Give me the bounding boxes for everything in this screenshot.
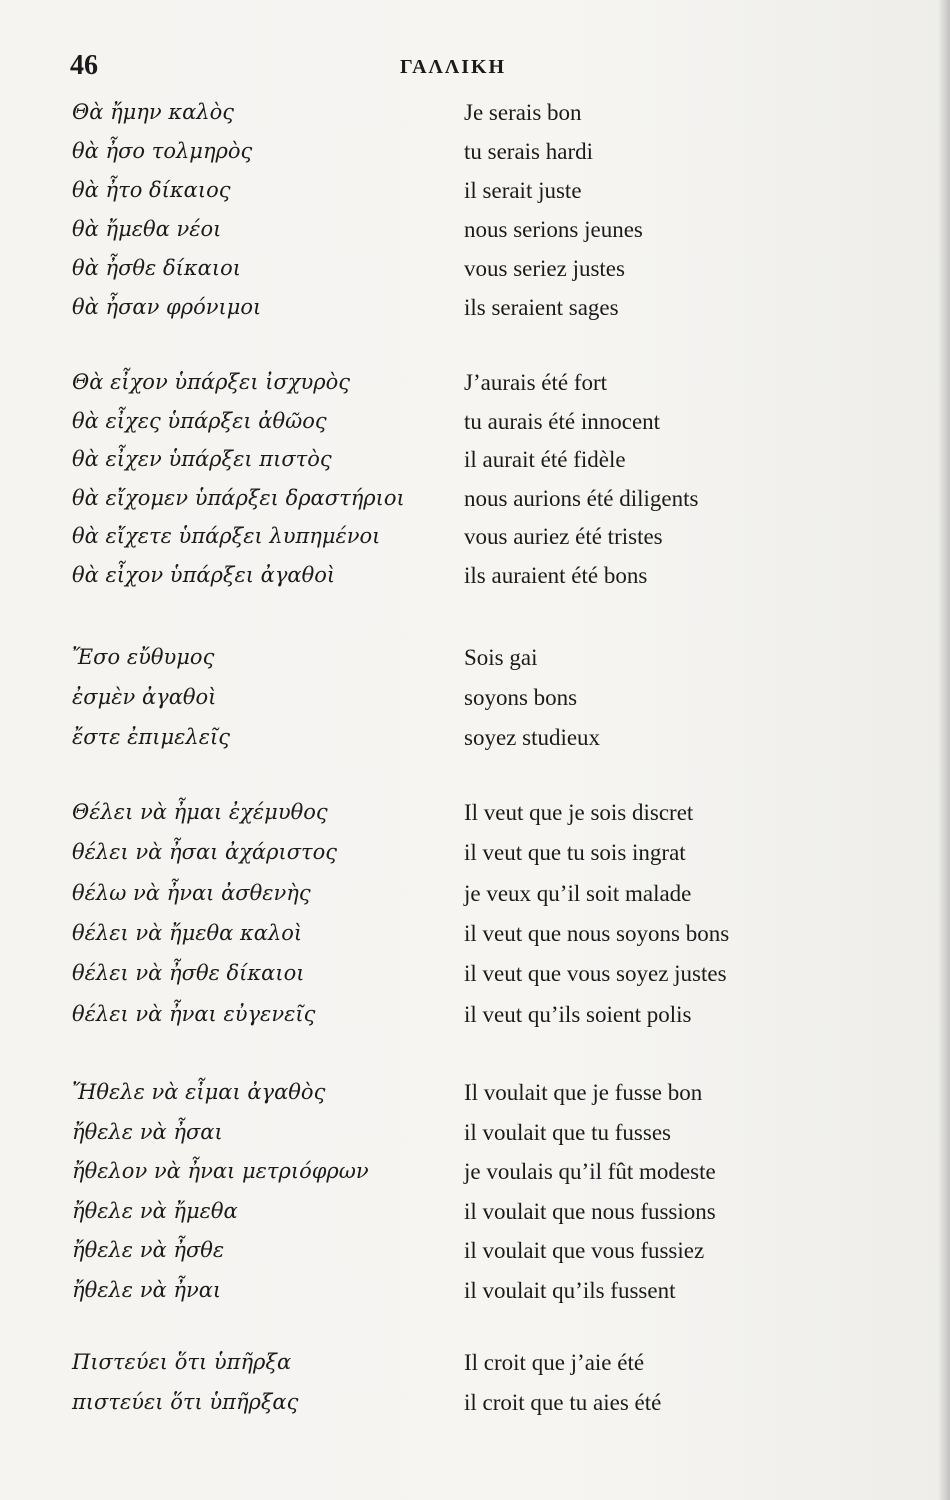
greek-phrase: Ἤθελε νὰ εἶμαι ἀγαθὸς bbox=[72, 1080, 326, 1104]
french-phrase: il voulait qu’ils fussent bbox=[464, 1278, 676, 1303]
greek-phrase: θὰ ἦσθε δίκαιοι bbox=[72, 256, 241, 280]
greek-phrase: πιστεύει ὅτι ὑπῆρξας bbox=[72, 1390, 299, 1414]
greek-phrase: θὰ ἦτο δίκαιος bbox=[72, 178, 231, 202]
greek-phrase: ἤθελε νὰ ἦναι bbox=[72, 1278, 222, 1302]
greek-phrase: ἤθελε νὰ ἦσαι bbox=[72, 1120, 223, 1144]
greek-phrase: ἤθελον νὰ ἦναι μετριόφρων bbox=[72, 1159, 369, 1183]
french-phrase: ils auraient été bons bbox=[464, 563, 648, 588]
greek-phrase: ἐσμὲν ἀγαθοὶ bbox=[72, 685, 217, 709]
greek-phrase: Θὰ ἤμην καλὸς bbox=[72, 100, 234, 124]
greek-phrase: θέλω νὰ ἦναι ἀσθενὴς bbox=[72, 881, 311, 905]
greek-phrase: θὰ εἴχετε ὑπάρξει λυπημένοι bbox=[72, 524, 381, 548]
greek-phrase: θέλει νὰ ἤμεθα καλοὶ bbox=[72, 921, 303, 945]
french-phrase: soyez studieux bbox=[464, 725, 601, 750]
french-phrase: il aurait été fidèle bbox=[464, 447, 626, 472]
french-phrase: je veux qu’il soit malade bbox=[464, 881, 692, 906]
greek-phrase: θέλει νὰ ἦσαι ἀχάριστος bbox=[72, 840, 338, 864]
phrase-row bbox=[0, 1390, 950, 1426]
phrase-row bbox=[0, 881, 950, 917]
greek-phrase: θέλει νὰ ἦσθε δίκαιοι bbox=[72, 961, 305, 985]
phrase-row bbox=[0, 921, 950, 957]
greek-phrase: ἤθελε νὰ ἤμεθα bbox=[72, 1199, 238, 1223]
greek-phrase: θὰ ἦσο τολμηρὸς bbox=[72, 139, 253, 163]
french-phrase: nous aurions été diligents bbox=[464, 486, 699, 511]
french-phrase: il voulait que vous fussiez bbox=[464, 1238, 705, 1263]
french-phrase: Je serais bon bbox=[464, 100, 582, 125]
phrase-row bbox=[0, 139, 950, 175]
phrase-row bbox=[0, 370, 950, 406]
phrase-row bbox=[0, 1199, 950, 1235]
phrase-row bbox=[0, 725, 950, 761]
greek-phrase: θὰ εἶχες ὑπάρξει ἀθῶος bbox=[72, 409, 327, 433]
french-phrase: il serait juste bbox=[464, 178, 582, 203]
french-phrase: il voulait que nous fussions bbox=[464, 1199, 716, 1224]
phrase-row bbox=[0, 217, 950, 253]
phrase-row bbox=[0, 256, 950, 292]
french-phrase: il veut que vous soyez justes bbox=[464, 961, 727, 986]
phrase-row bbox=[0, 563, 950, 599]
french-phrase: il veut que nous soyons bons bbox=[464, 921, 730, 946]
french-phrase: Il veut que je sois discret bbox=[464, 800, 694, 825]
greek-phrase: θέλει νὰ ἦναι εὐγενεῖς bbox=[72, 1002, 316, 1026]
greek-phrase: θὰ εἶχον ὑπάρξει ἀγαθοὶ bbox=[72, 563, 336, 587]
phrase-row bbox=[0, 800, 950, 836]
greek-phrase: ἤθελε νὰ ἦσθε bbox=[72, 1238, 225, 1262]
french-phrase: Sois gai bbox=[464, 645, 538, 670]
french-phrase: il croit que tu aies été bbox=[464, 1390, 662, 1415]
phrase-row bbox=[0, 961, 950, 997]
phrase-row bbox=[0, 100, 950, 136]
phrase-row bbox=[0, 1350, 950, 1386]
french-phrase: tu aurais été innocent bbox=[464, 409, 661, 434]
french-phrase: vous seriez justes bbox=[464, 256, 625, 281]
phrase-row bbox=[0, 447, 950, 483]
french-phrase: nous serions jeunes bbox=[464, 217, 643, 242]
phrase-row bbox=[0, 685, 950, 721]
french-phrase: J’aurais été fort bbox=[464, 370, 608, 395]
phrase-row bbox=[0, 409, 950, 445]
french-phrase: soyons bons bbox=[464, 685, 578, 710]
phrase-row bbox=[0, 1238, 950, 1274]
phrase-row bbox=[0, 840, 950, 876]
greek-phrase: ἔστε ἐπιμελεῖς bbox=[72, 725, 230, 749]
phrase-row bbox=[0, 1002, 950, 1038]
greek-phrase: Πιστεύει ὅτι ὑπῆρξα bbox=[72, 1350, 292, 1374]
french-phrase: il veut que tu sois ingrat bbox=[464, 840, 686, 865]
french-phrase: il voulait que tu fusses bbox=[464, 1120, 671, 1145]
page-edge-shadow bbox=[938, 0, 950, 1500]
greek-phrase: Θὰ εἶχον ὑπάρξει ἰσχυρὸς bbox=[72, 370, 351, 394]
french-phrase: il veut qu’ils soient polis bbox=[464, 1002, 692, 1027]
greek-phrase: Θέλει νὰ ἦμαι ἐχέμυθος bbox=[72, 800, 328, 824]
phrase-row bbox=[0, 178, 950, 214]
french-phrase: Il croit que j’aie été bbox=[464, 1350, 645, 1375]
phrase-row bbox=[0, 524, 950, 560]
french-phrase: Il voulait que je fusse bon bbox=[464, 1080, 703, 1105]
phrase-row bbox=[0, 645, 950, 681]
greek-phrase: θὰ ἤμεθα νέοι bbox=[72, 217, 222, 241]
phrase-row bbox=[0, 486, 950, 522]
french-phrase: tu serais hardi bbox=[464, 139, 594, 164]
phrase-row bbox=[0, 1120, 950, 1156]
french-phrase: ils seraient sages bbox=[464, 295, 619, 320]
greek-phrase: θὰ εἴχομεν ὑπάρξει δραστήριοι bbox=[72, 486, 405, 510]
french-phrase: je voulais qu’il fût modeste bbox=[464, 1159, 716, 1184]
phrase-row bbox=[0, 295, 950, 331]
phrase-row bbox=[0, 1080, 950, 1116]
running-title: ΓΑΛΛΙΚΗ bbox=[400, 56, 507, 78]
greek-phrase: Ἔσο εὔθυμος bbox=[72, 645, 215, 669]
page-number: 46 bbox=[70, 50, 98, 81]
phrase-row bbox=[0, 1159, 950, 1195]
phrase-row bbox=[0, 1278, 950, 1314]
french-phrase: vous auriez été tristes bbox=[464, 524, 663, 549]
greek-phrase: θὰ εἶχεν ὑπάρξει πιστὸς bbox=[72, 447, 332, 471]
greek-phrase: θὰ ἦσαν φρόνιμοι bbox=[72, 295, 262, 319]
